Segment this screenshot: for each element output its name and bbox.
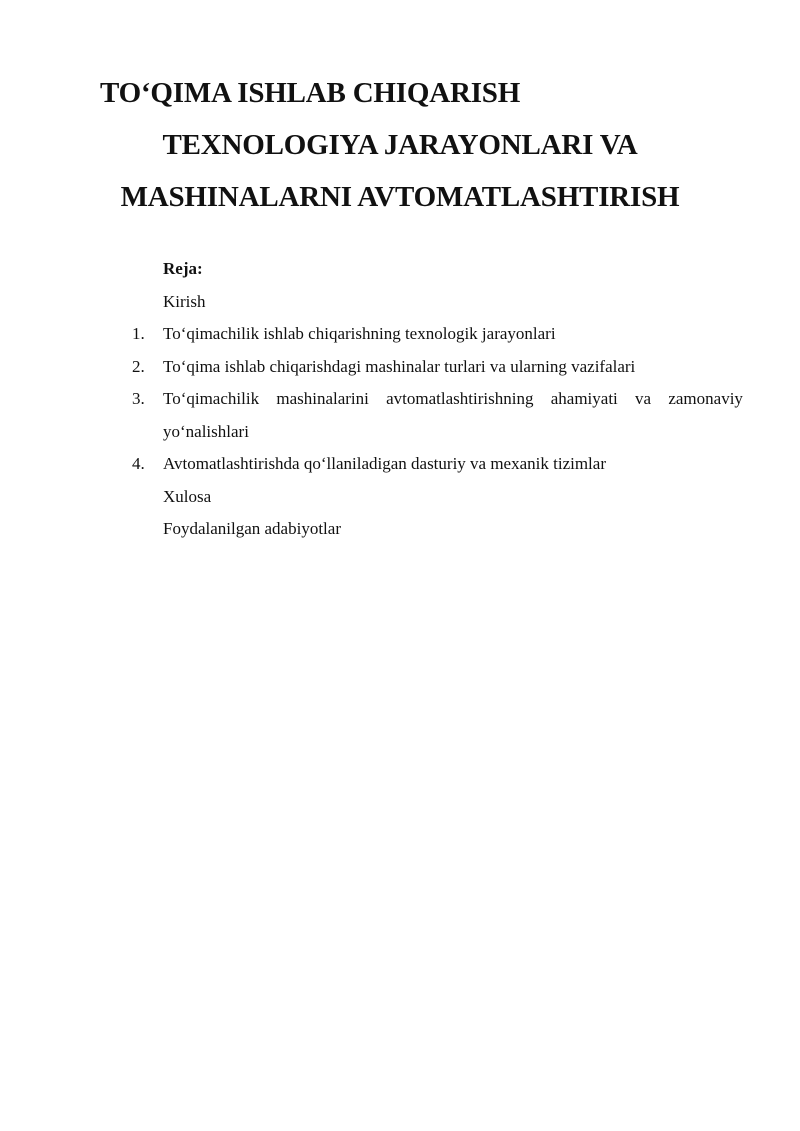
plan-item [0,448,800,481]
plan-item [0,351,800,384]
plan-item-text-continuation: yo‘nalishlari [163,421,249,441]
plan-item [0,383,800,416]
plan-item-number: 2. [132,356,145,376]
plan-conclusion-row [0,481,800,514]
plan-heading: Reja: [163,259,203,278]
word: ahamiyati [550,389,618,408]
plan-item-text [163,383,743,416]
plan-conclusion: Xulosa [163,486,212,506]
plan-item-text: To‘qima ishlab chiqarishdagi mashinalar turlari va ularning vazifalari [163,356,636,376]
title-line-3: MASHINALARNI AVTOMATLASHTIRISH [120,181,680,213]
plan-references: Foydalanilgan adabiyotlar [163,519,341,538]
plan-intro: Kirish [163,291,206,311]
plan-item-text: Avtomatlashtirishda qo‘llaniladigan dasturiy va mexanik tizimlar [163,454,606,473]
plan-item-number: 3. [132,389,145,408]
plan-item-continuation [0,416,800,449]
plan-section [0,253,800,546]
word: To‘qimachilik [163,389,260,408]
plan-item-text: To‘qimachilik ishlab chiqarishning texnologik jarayonlari [163,324,556,343]
title-line-1: TO‘QIMA ISHLAB CHIQARISH [100,77,521,109]
word: va [635,389,652,408]
plan-intro-row [0,286,800,319]
plan-item-number: 4. [132,454,145,473]
word: zamonaviy [668,389,743,408]
plan-item-number: 1. [132,324,145,343]
plan-heading-row [0,253,800,286]
plan-references-row [0,513,800,546]
document-title [0,67,800,223]
plan-item [0,318,800,351]
word: avtomatlashtirishning [386,389,534,408]
title-line-2: TEXNOLOGIYA JARAYONLARI VA [162,129,638,161]
word: mashinalarini [276,389,369,408]
